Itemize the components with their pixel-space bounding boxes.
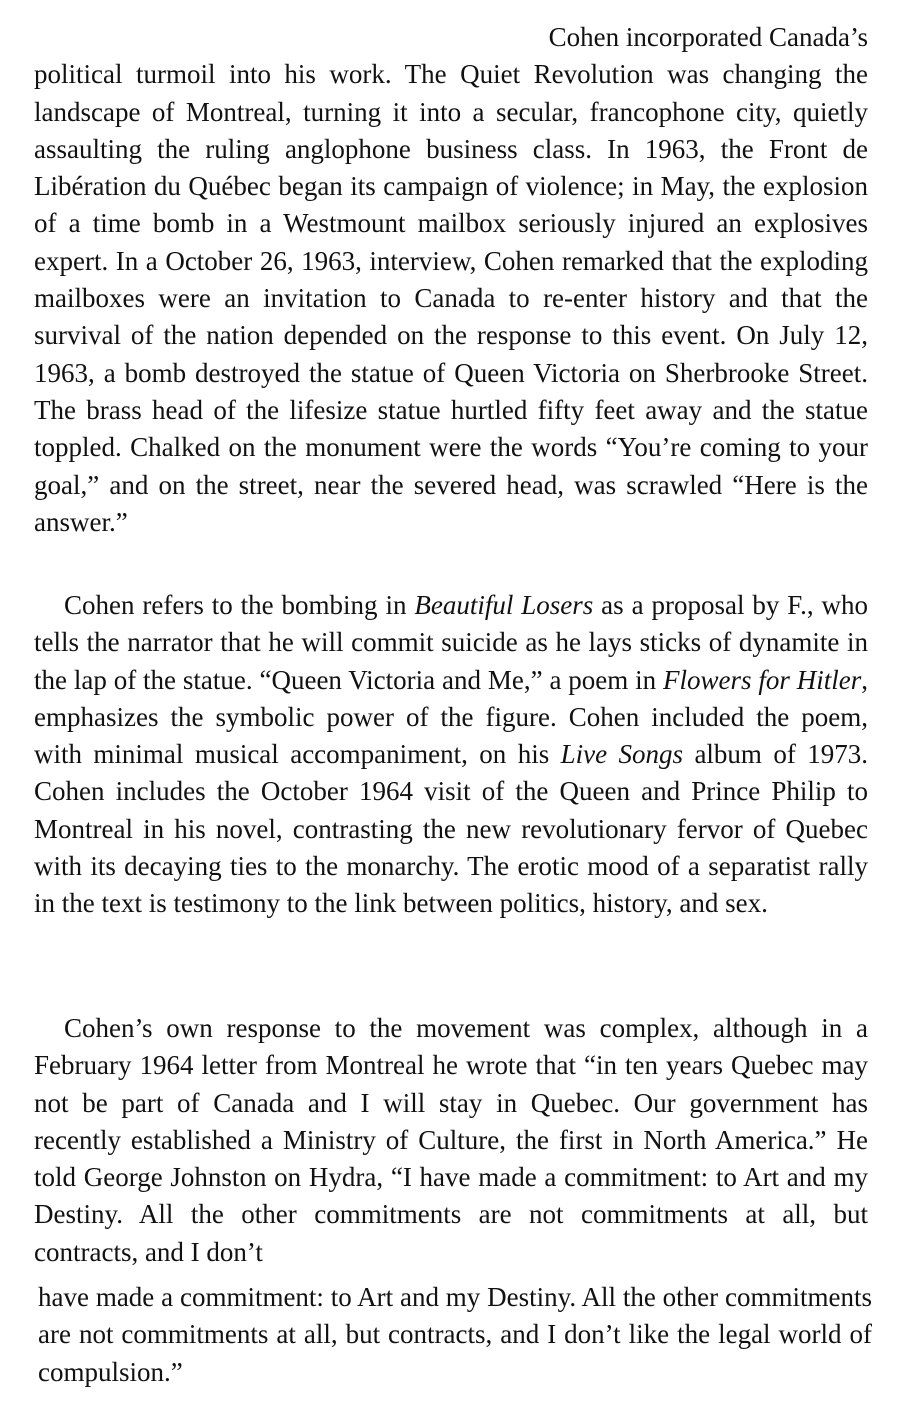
text-run: as a proposal by F., who tells the narrator that he will commit suicide as he lays sticks of dynamite in the lap of the statue. “Queen Victoria and Me,” a poem in [34,590,869,695]
paragraph-political-turmoil [34,19,868,541]
text-run: Cohen refers to the bombing in [64,590,415,620]
paragraph-bombing-references [34,587,868,923]
paragraph-opening-line: Cohen incorporated Canada’s [548,22,868,52]
text-run: , emphasizes the symbolic power of the figure. Cohen included the poem, with minimal musical accompaniment, on his [34,664,868,770]
album-title-live-songs: Live Songs [560,739,684,770]
paragraph-repeated-continuation: have made a commitment: to Art and my Destiny. All the other commitments are not commitments at all, but contracts, and I don’t like the legal world of compulsion.” [38,1282,872,1387]
paragraph-body: political turmoil into his work. The Quiet Revolution was changing the landscape of Montreal, turning it into a secular, francophone city, quietly assaulting the ruling anglophone business class. In 1963, the Front de Libération du Québec began its campaign of violence; in May, the explosion of a time bomb in a Westmount mailbox seriously injured an explosives expert. In a October 26, 1963, interview, Cohen remarked that the exploding mailboxes were an invitation to Canada to re-enter history and that the survival of the nation depended on the response to this event. On July 12, 1963, a bomb destroyed the statue of Queen Victoria on Sherbrooke Street. The brass head of the lifesize statue hurtled fifty feet away and the statue toppled. Chalked on the monument were the words “You’re coming to your goal,” and on the street, near the severed head, was scrawled “Here is the answer.” [34,59,868,537]
paragraph-cohen-response: Cohen’s own response to the movement was complex, although in a February 1964 letter from Montreal he wrote that “in ten years Quebec may not be part of Canada and I will stay in Quebec. Our government has recently established a Ministry of Culture, the first in North America.” He told George Johnston on Hydra, “I have made a commitment: to Art and my Destiny. All the other commitments are not commitments at all, but contracts, and I don’t [34,1013,868,1267]
book-title-flowers-for-hitler: Flowers for Hitler [663,664,862,695]
text-run: album of 1973. Cohen includes the October 1964 visit of the Queen and Prince Philip to Montreal in his novel, contrasting the new revolutionary fervor of Quebec with its decaying ties to the monarchy. The erotic mood of a separatist rally in the text is testimony to the link between politics, history, and sex. [34,739,868,919]
book-title-beautiful-losers: Beautiful Losers [414,590,594,620]
